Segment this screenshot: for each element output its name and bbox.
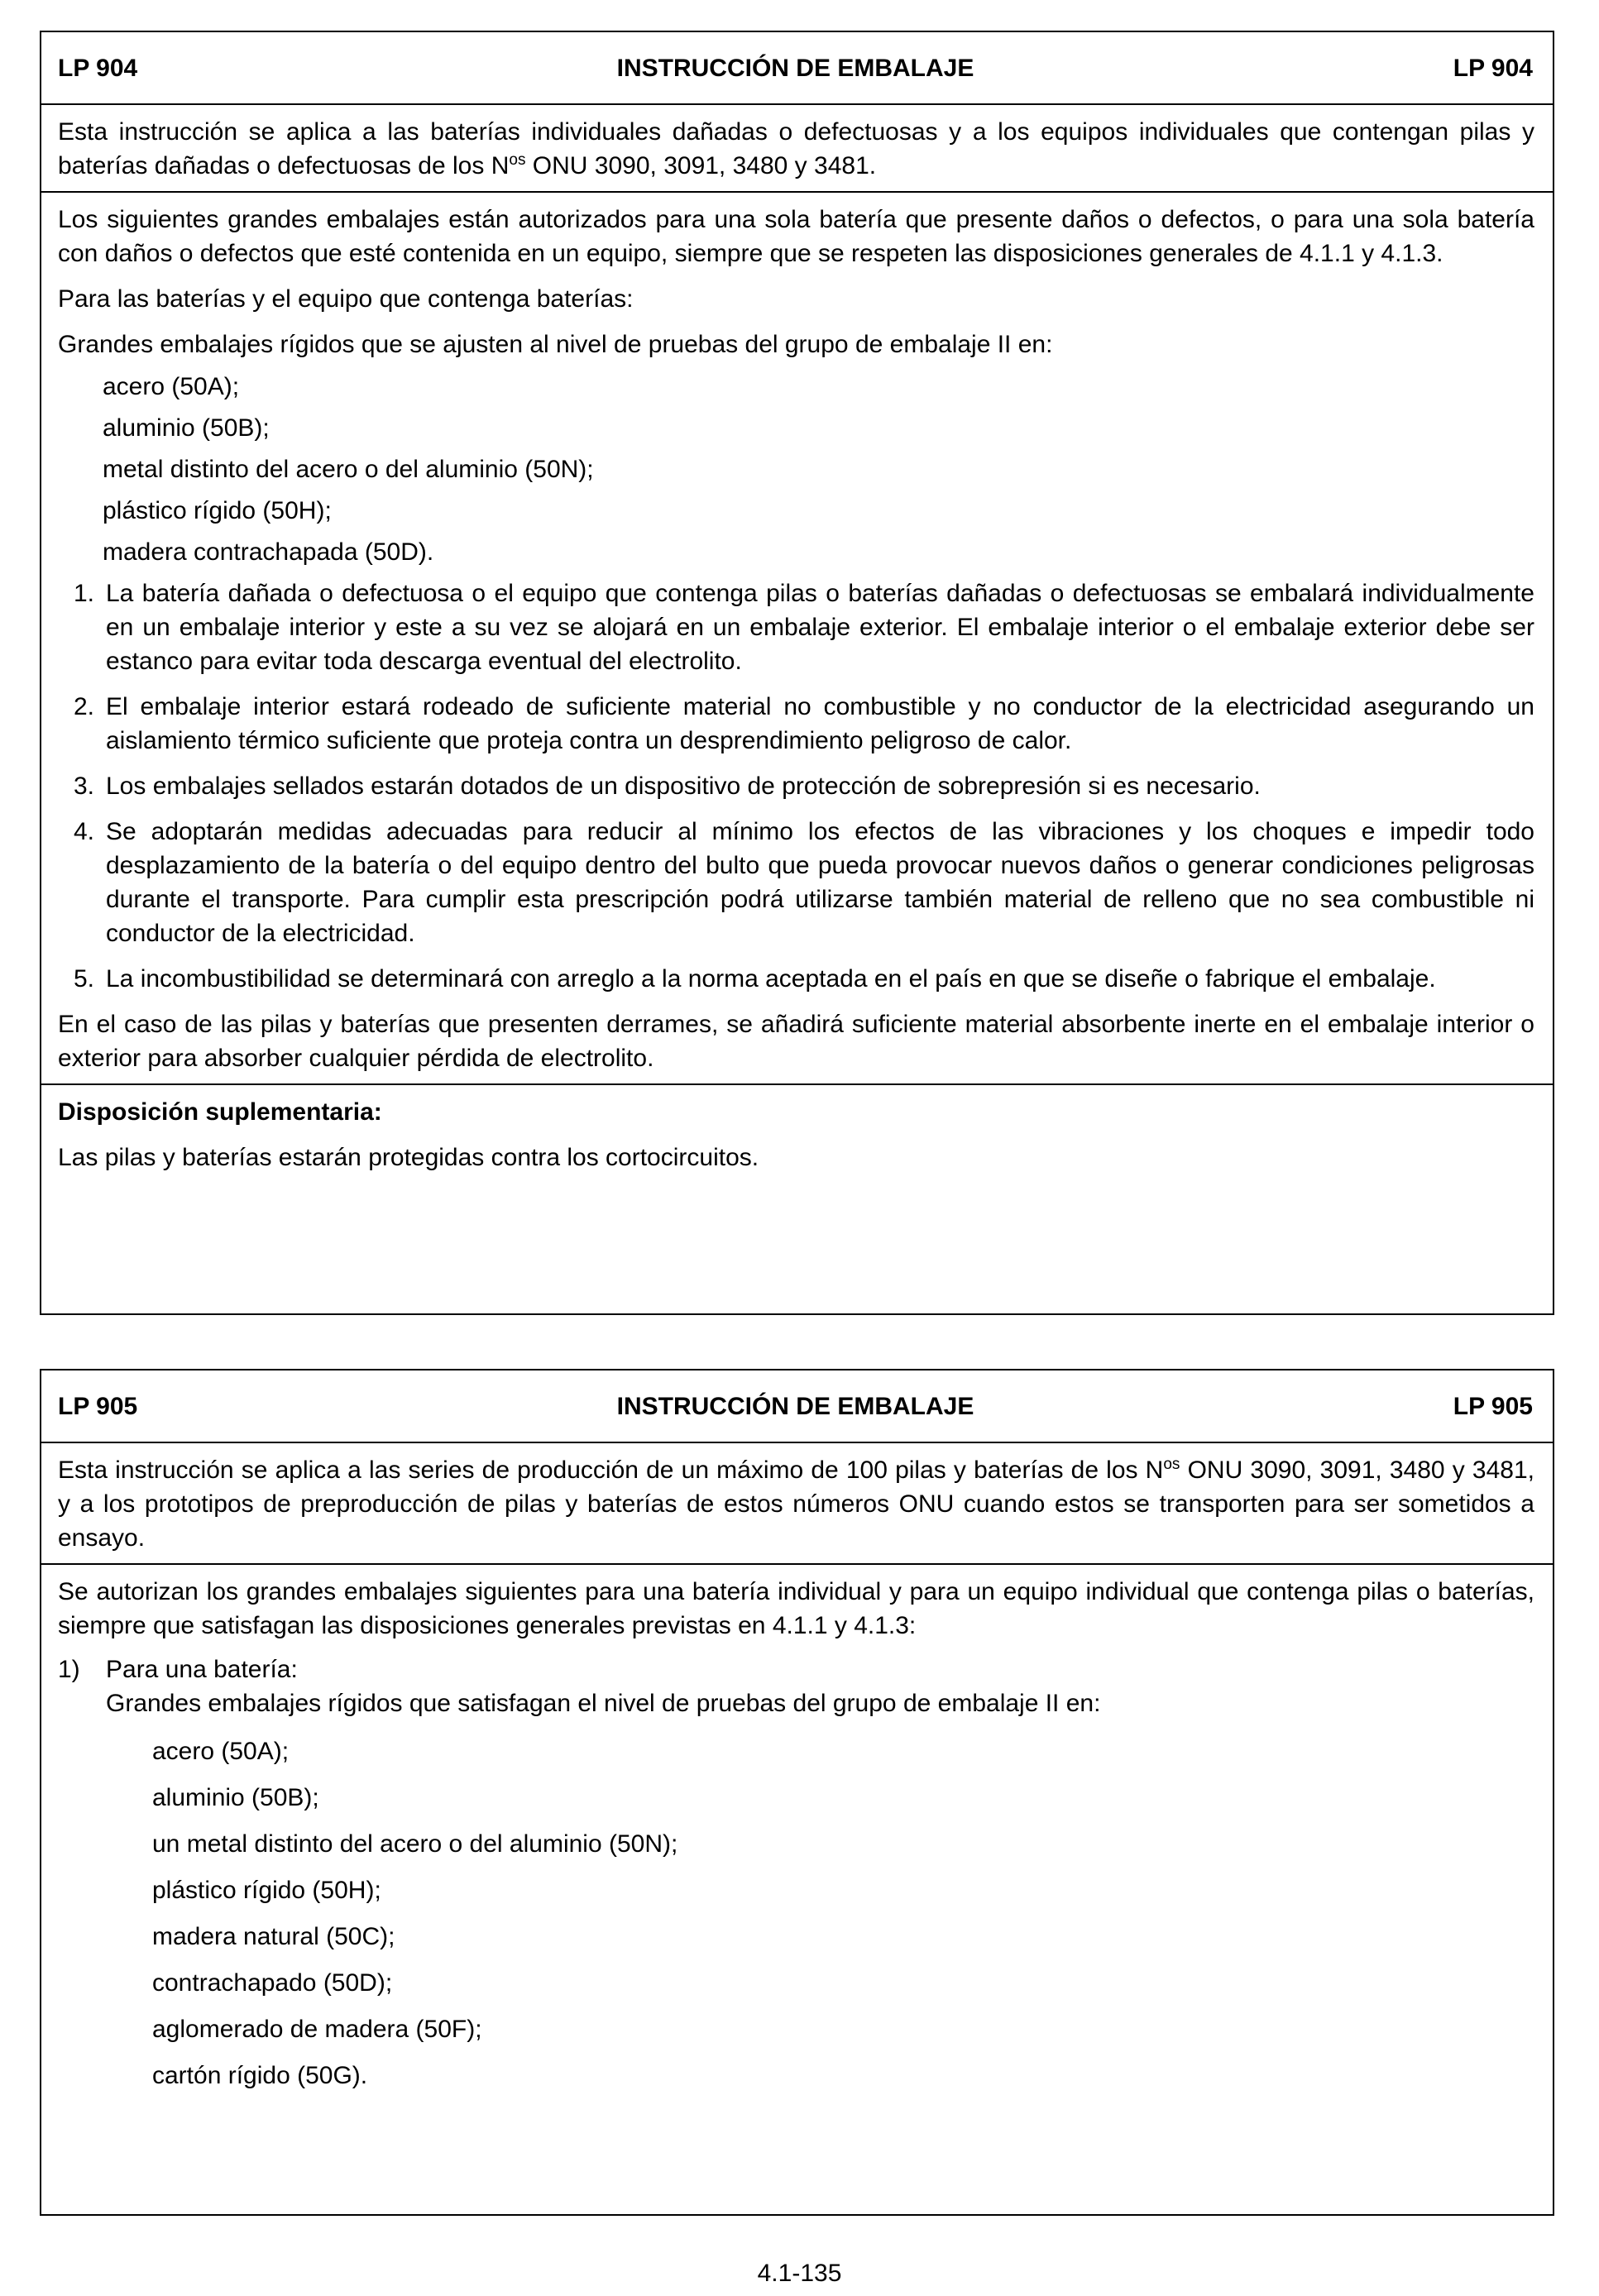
lp905-materials-list <box>152 1729 1534 2099</box>
lp904-material: plástico rígido (50H); <box>103 497 332 524</box>
lp904-header <box>41 32 1553 105</box>
lp904-material: aluminio (50B); <box>103 414 270 442</box>
packing-instruction-lp905 <box>40 1369 1554 2216</box>
lp905-item-1 <box>58 1653 1534 1686</box>
packing-instruction-lp904 <box>40 31 1554 1315</box>
lp904-item-5 <box>58 962 1534 996</box>
lp904-authorized: Los siguientes grandes embalajes están autorizados para una sola batería que presente daños o defectos, o para una sola batería con daños o defectos que esté contenida en un equipo, siempre que se respeten las disposiciones generales de 4.1.1 y 4.1.3. <box>58 206 1534 267</box>
lp905-material: acero (50A); <box>152 1738 290 1765</box>
lp904-item-text: La batería dañada o defectuosa o el equipo que contenga pilas o baterías dañadas o defectuosas se embalará individualmente en un embalaje interior y este a su vez se alojará en un embalaje exterior. El embalaje interior o el embalaje exterior debe ser estanco para evitar toda descarga eventual del electrolito. <box>106 580 1534 675</box>
lp905-material: contrachapado (50D); <box>152 1969 393 1997</box>
lp904-body <box>41 193 1553 1085</box>
lp904-item-number: 5. <box>73 965 94 993</box>
lp904-item-2 <box>58 690 1534 758</box>
lp904-item-text: Se adoptarán medidas adecuadas para reducir al mínimo los efectos de las vibraciones y los choques e impedir todo desplazamiento de la batería o del equipo dentro del bulto que pueda provocar nuevos daños o generar condiciones peligrosas durante el transporte. Para cumplir esta prescripción podrá utilizarse también material de relleno que no sea combustible ni conductor de la electricidad. <box>106 818 1534 947</box>
lp905-intro <box>41 1443 1553 1565</box>
lp904-item-4 <box>58 815 1534 950</box>
lp904-intro-b: ONU 3090, 3091, 3480 y 3481. <box>525 152 877 179</box>
lp905-item-label: Para una batería: <box>106 1656 298 1683</box>
lp904-material: acero (50A); <box>103 373 240 400</box>
lp904-code-right: LP 904 <box>1453 54 1533 82</box>
lp904-supplementary <box>41 1085 1553 1183</box>
lp905-header <box>41 1370 1553 1443</box>
lp904-item-number: 1. <box>73 580 94 607</box>
lp905-material: aluminio (50B); <box>152 1784 319 1811</box>
lp904-supp-title: Disposición suplementaria: <box>58 1098 382 1126</box>
lp904-materials-list <box>103 366 1534 573</box>
lp905-material: plástico rígido (50H); <box>152 1877 381 1904</box>
lp904-item-3 <box>58 769 1534 803</box>
lp905-material: aglomerado de madera (50F); <box>152 2016 482 2043</box>
lp904-item-number: 3. <box>73 773 94 800</box>
lp904-intro-text <box>58 115 1534 183</box>
lp904-rigid: Grandes embalajes rígidos que se ajusten al nivel de pruebas del grupo de embalaje II en: <box>58 331 1053 358</box>
lp904-item-text: El embalaje interior estará rodeado de suficiente material no combustible y no conductor de la electricidad asegurando un aislamiento térmico suficiente que proteja contra un desprendimiento peligroso de calor. <box>106 693 1534 754</box>
page-number: 4.1-135 <box>757 2260 842 2287</box>
lp904-for-batteries: Para las baterías y el equipo que contenga baterías: <box>58 285 634 313</box>
lp905-code-left: LP 905 <box>58 1392 138 1420</box>
lp904-supp-text: Las pilas y baterías estarán protegidas contra los cortocircuitos. <box>58 1144 759 1171</box>
lp904-item-text: Los embalajes sellados estarán dotados de un dispositivo de protección de sobrepresión si es necesario. <box>106 773 1261 800</box>
lp905-code-right: LP 905 <box>1453 1392 1533 1420</box>
lp905-intro-b: ONU 3090, 3091, 3480 y 3481, y a los prototipos de preproducción de pilas y baterías de estos números ONU cuando estos se transporten para ser sometidos a ensayo. <box>58 1457 1534 1552</box>
lp905-material: un metal distinto del acero o del aluminio (50N); <box>152 1830 678 1858</box>
lp904-leakage: En el caso de las pilas y baterías que presenten derrames, se añadirá suficiente material absorbente inerte en el embalaje interior o exterior para absorber cualquier pérdida de electrolito. <box>58 1011 1534 1072</box>
lp904-item-number: 2. <box>73 693 94 720</box>
lp904-code-left: LP 904 <box>58 54 138 82</box>
lp905-item-number: 1) <box>58 1656 80 1683</box>
lp905-intro-text <box>58 1453 1534 1555</box>
lp904-item-number: 4. <box>73 818 94 845</box>
lp905-material: cartón rígido (50G). <box>152 2062 368 2089</box>
lp904-item-text: La incombustibilidad se determinará con arreglo a la norma aceptada en el país en que se diseñe o fabrique el embalaje. <box>106 965 1436 993</box>
lp905-authorized: Se autorizan los grandes embalajes siguientes para una batería individual y para un equipo individual que contenga pilas o baterías, siempre que satisfagan las disposiciones generales previstas en 4.1.1 y 4.1.3: <box>58 1578 1534 1639</box>
lp904-material: madera contrachapada (50D). <box>103 538 434 566</box>
lp905-body <box>41 1565 1553 2107</box>
lp904-intro-sup: os <box>509 151 526 169</box>
lp904-material: metal distinto del acero o del aluminio (50N); <box>103 456 594 483</box>
lp904-intro-a: Esta instrucción se aplica a las baterías individuales dañadas o defectuosas y a los equipos individuales que contengan pilas y baterías dañadas o defectuosas de los N <box>58 118 1534 179</box>
lp905-intro-sup: os <box>1163 1456 1180 1473</box>
lp904-item-1 <box>58 576 1534 678</box>
lp905-intro-a: Esta instrucción se aplica a las series de producción de un máximo de 100 pilas y baterías de los N <box>58 1457 1164 1484</box>
lp904-title: INSTRUCCIÓN DE EMBALAJE <box>616 54 974 82</box>
lp904-intro <box>41 105 1553 193</box>
lp905-rigid: Grandes embalajes rígidos que satisfagan el nivel de pruebas del grupo de embalaje II en: <box>106 1690 1101 1717</box>
lp905-material: madera natural (50C); <box>152 1923 395 1950</box>
lp905-title: INSTRUCCIÓN DE EMBALAJE <box>616 1392 974 1420</box>
